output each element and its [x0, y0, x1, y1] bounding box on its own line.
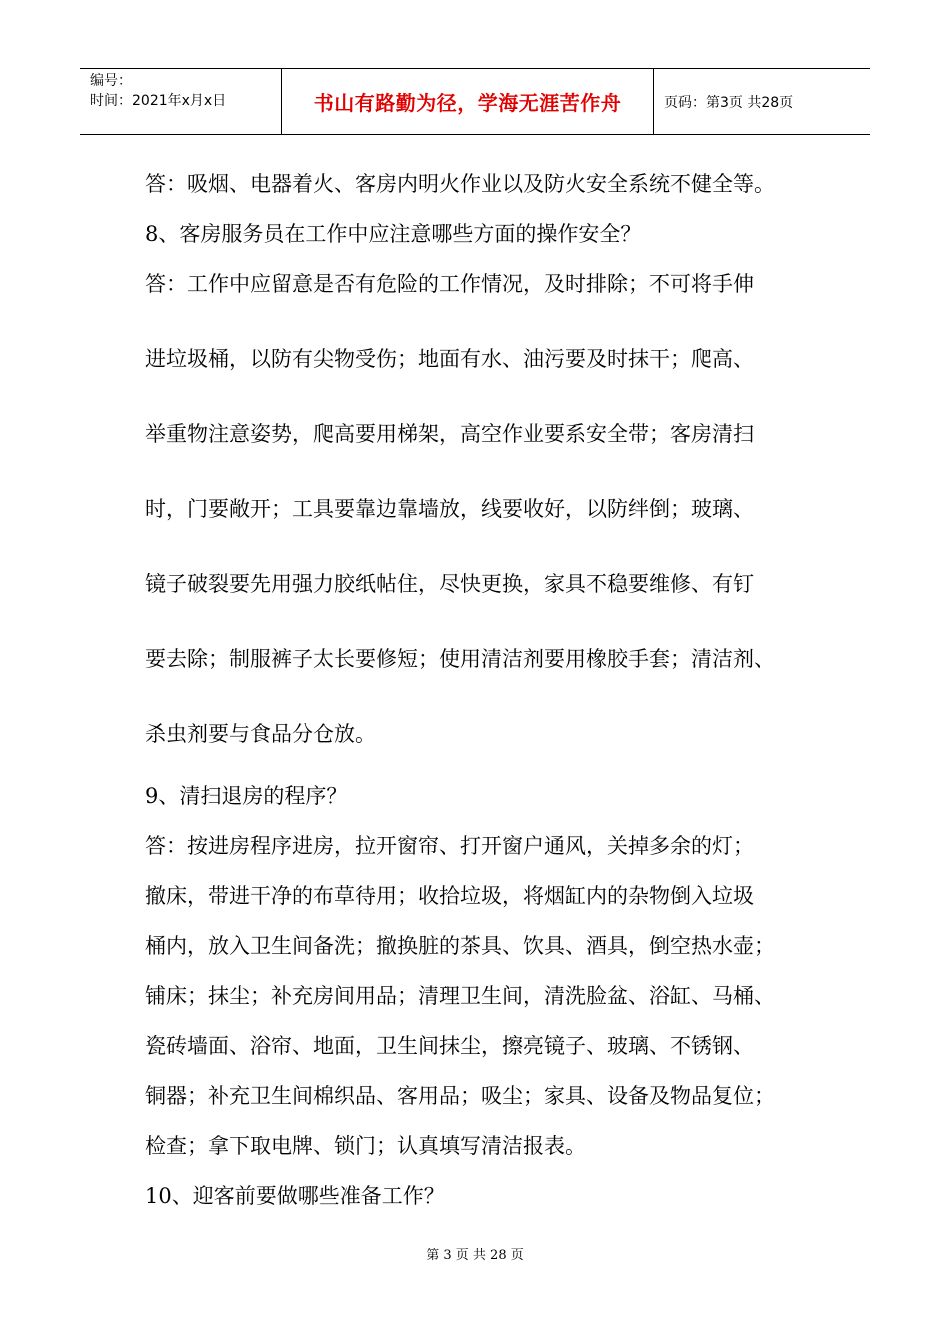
body-line: 答：吸烟、电器着火、客房内明火作业以及防火安全系统不健全等。	[145, 172, 775, 196]
body-line: 铺床；抹尘；补充房间用品；清理卫生间，清洗脸盆、浴缸、马桶、	[145, 984, 775, 1008]
body-line: 瓷砖墙面、浴帘、地面，卫生间抹尘，擦亮镜子、玻璃、不锈钢、	[145, 1034, 754, 1058]
body-line: 答：工作中应留意是否有危险的工作情况，及时排除；不可将手伸	[145, 272, 754, 296]
question-heading: 10、迎客前要做哪些准备工作？	[145, 1184, 445, 1208]
question-heading: 8、客房服务员在工作中应注意哪些方面的操作安全？	[145, 222, 642, 246]
header-page-info: 页码：第3页 共28页	[664, 94, 794, 111]
question-heading: 9、清扫退房的程序？	[145, 784, 348, 808]
body-line: 杀虫剂要与食品分仓放。	[145, 722, 376, 746]
body-line: 要去除；制服裤子太长要修短；使用清洁剂要用橡胶手套；清洁剂、	[145, 647, 775, 671]
document-date-label: 时间：2021年x月x日	[90, 93, 227, 109]
page-header	[80, 68, 870, 135]
body-line: 镜子破裂要先用强力胶纸帖住，尽快更换，家具不稳要维修、有钉	[145, 572, 754, 596]
body-line: 举重物注意姿势，爬高要用梯架，高空作业要系安全带；客房清扫	[145, 422, 754, 446]
body-line: 撤床，带进干净的布草待用；收拾垃圾，将烟缸内的杂物倒入垃圾	[145, 884, 754, 908]
body-line: 桶内，放入卫生间备洗；撤换脏的茶具、饮具、酒具，倒空热水壶；	[145, 934, 775, 958]
body-line: 进垃圾桶，以防有尖物受伤；地面有水、油污要及时抹干；爬高、	[145, 347, 754, 371]
body-line: 时，门要敞开；工具要靠边靠墙放，线要收好，以防绊倒；玻璃、	[145, 497, 754, 521]
body-line: 答：按进房程序进房，拉开窗帘、打开窗户通风，关掉多余的灯；	[145, 834, 754, 858]
header-motto: 书山有路勤为径，学海无涯苦作舟	[282, 69, 654, 134]
header-meta-cell	[80, 69, 282, 134]
body-line: 铜器；补充卫生间棉织品、客用品；吸尘；家具、设备及物品复位；	[145, 1084, 775, 1108]
body-line: 检查；拿下取电牌、锁门；认真填写清洁报表。	[145, 1134, 586, 1158]
document-number-label: 编号：	[90, 73, 132, 89]
page-footer: 第 3 页 共 28 页	[426, 1248, 524, 1263]
